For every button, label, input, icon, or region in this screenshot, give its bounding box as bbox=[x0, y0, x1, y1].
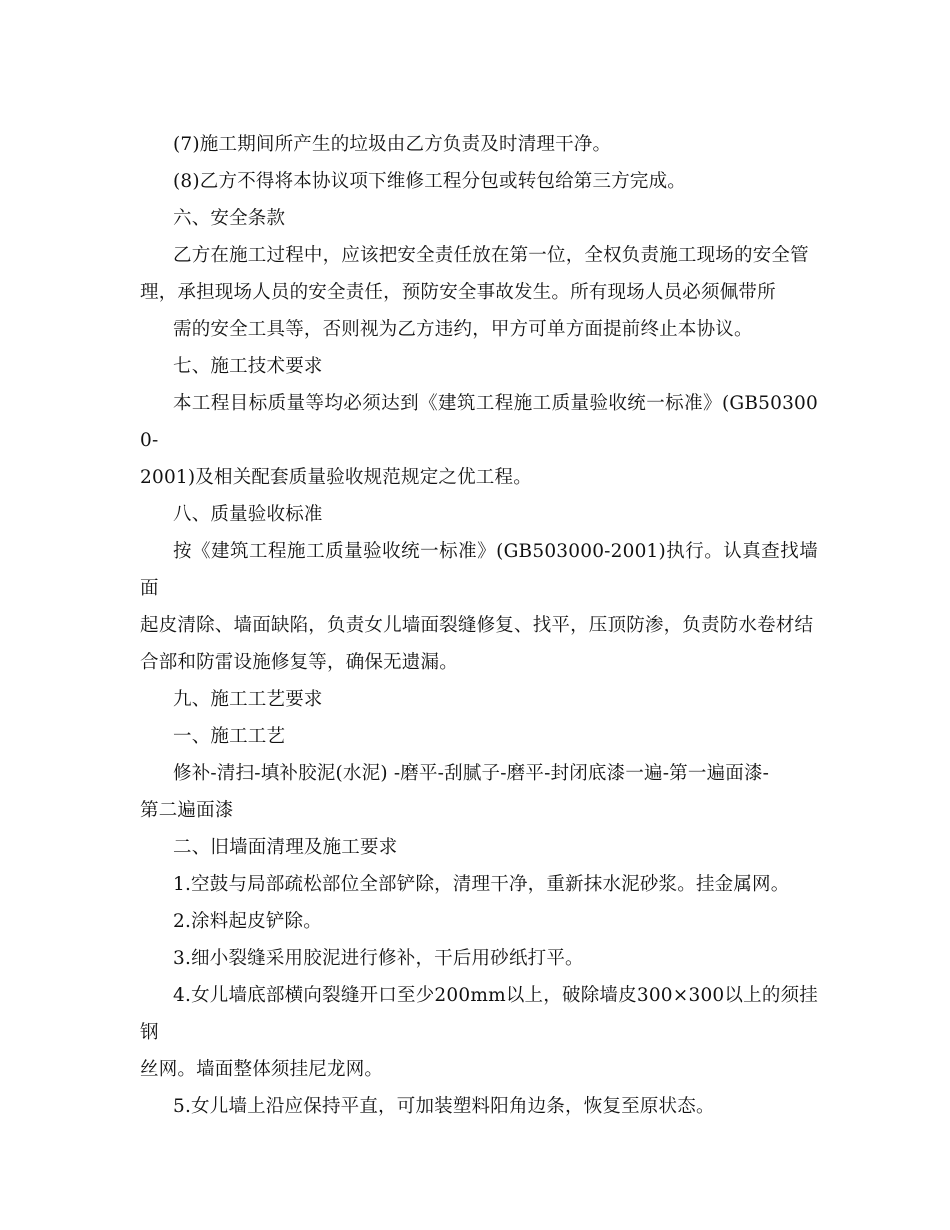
text-line-heading-8: 八、质量验收标准 bbox=[173, 504, 323, 525]
text-line-process-a: 修补-清扫-填补胶泥(水泥) -磨平-刮腻子-磨平-封闭底漆一遍-第一遍面漆- bbox=[173, 763, 770, 784]
text-line-item-7: (7)施工期间所产生的垃圾由乙方负责及时清理干净。 bbox=[173, 134, 612, 155]
text-line-quality-c: 合部和防雷设施修复等，确保无遗漏。 bbox=[140, 652, 458, 673]
document-body bbox=[140, 126, 818, 1125]
text-line-sub-2: 二、旧墙面清理及施工要求 bbox=[173, 837, 398, 858]
text-line-heading-9: 九、施工工艺要求 bbox=[173, 689, 323, 710]
text-line-tech-b: 2001)及相关配套质量验收规范规定之优工程。 bbox=[140, 467, 532, 488]
text-line-safety-c: 需的安全工具等，否则视为乙方违约，甲方可单方面提前终止本协议。 bbox=[173, 319, 753, 340]
text-line-sub-1: 一、施工工艺 bbox=[173, 726, 286, 747]
text-line-req-3: 3.细小裂缝采用胶泥进行修补，干后用砂纸打平。 bbox=[173, 948, 584, 969]
text-line-req-4b: 丝网。墙面整体须挂尼龙网。 bbox=[140, 1059, 384, 1080]
text-line-req-4a: 4.女儿墙底部横向裂缝开口至少200mm以上，破除墙皮300×300以上的须挂钢 bbox=[140, 985, 818, 1043]
text-line-safety-b: 理，承担现场人员的安全责任，预防安全事故发生。所有现场人员必须佩带所 bbox=[140, 282, 776, 303]
text-line-req-5: 5.女儿墙上沿应保持平直，可加装塑料阳角边条，恢复至原状态。 bbox=[173, 1096, 715, 1117]
text-line-tech-a: 本工程目标质量等均必须达到《建筑工程施工质量验收统一标准》(GB503000- bbox=[140, 393, 818, 451]
text-line-quality-a: 按《建筑工程施工质量验收统一标准》(GB503000-2001)执行。认真查找墙面 bbox=[140, 541, 818, 599]
text-line-process-b: 第二遍面漆 bbox=[140, 800, 234, 821]
text-line-heading-6: 六、安全条款 bbox=[173, 208, 286, 229]
text-line-req-1: 1.空鼓与局部疏松部位全部铲除，清理干净，重新抹水泥砂浆。挂金属网。 bbox=[173, 874, 790, 895]
text-line-req-2: 2.涂料起皮铲除。 bbox=[173, 911, 322, 932]
text-line-safety-a: 乙方在施工过程中，应该把安全责任放在第一位，全权负责施工现场的安全管 bbox=[173, 245, 809, 266]
text-line-quality-b: 起皮清除、墙面缺陷，负责女儿墙面裂缝修复、找平，压顶防渗，负责防水卷材结 bbox=[140, 615, 814, 636]
text-line-item-8: (8)乙方不得将本协议项下维修工程分包或转包给第三方完成。 bbox=[173, 171, 687, 192]
text-line-heading-7: 七、施工技术要求 bbox=[173, 356, 323, 377]
